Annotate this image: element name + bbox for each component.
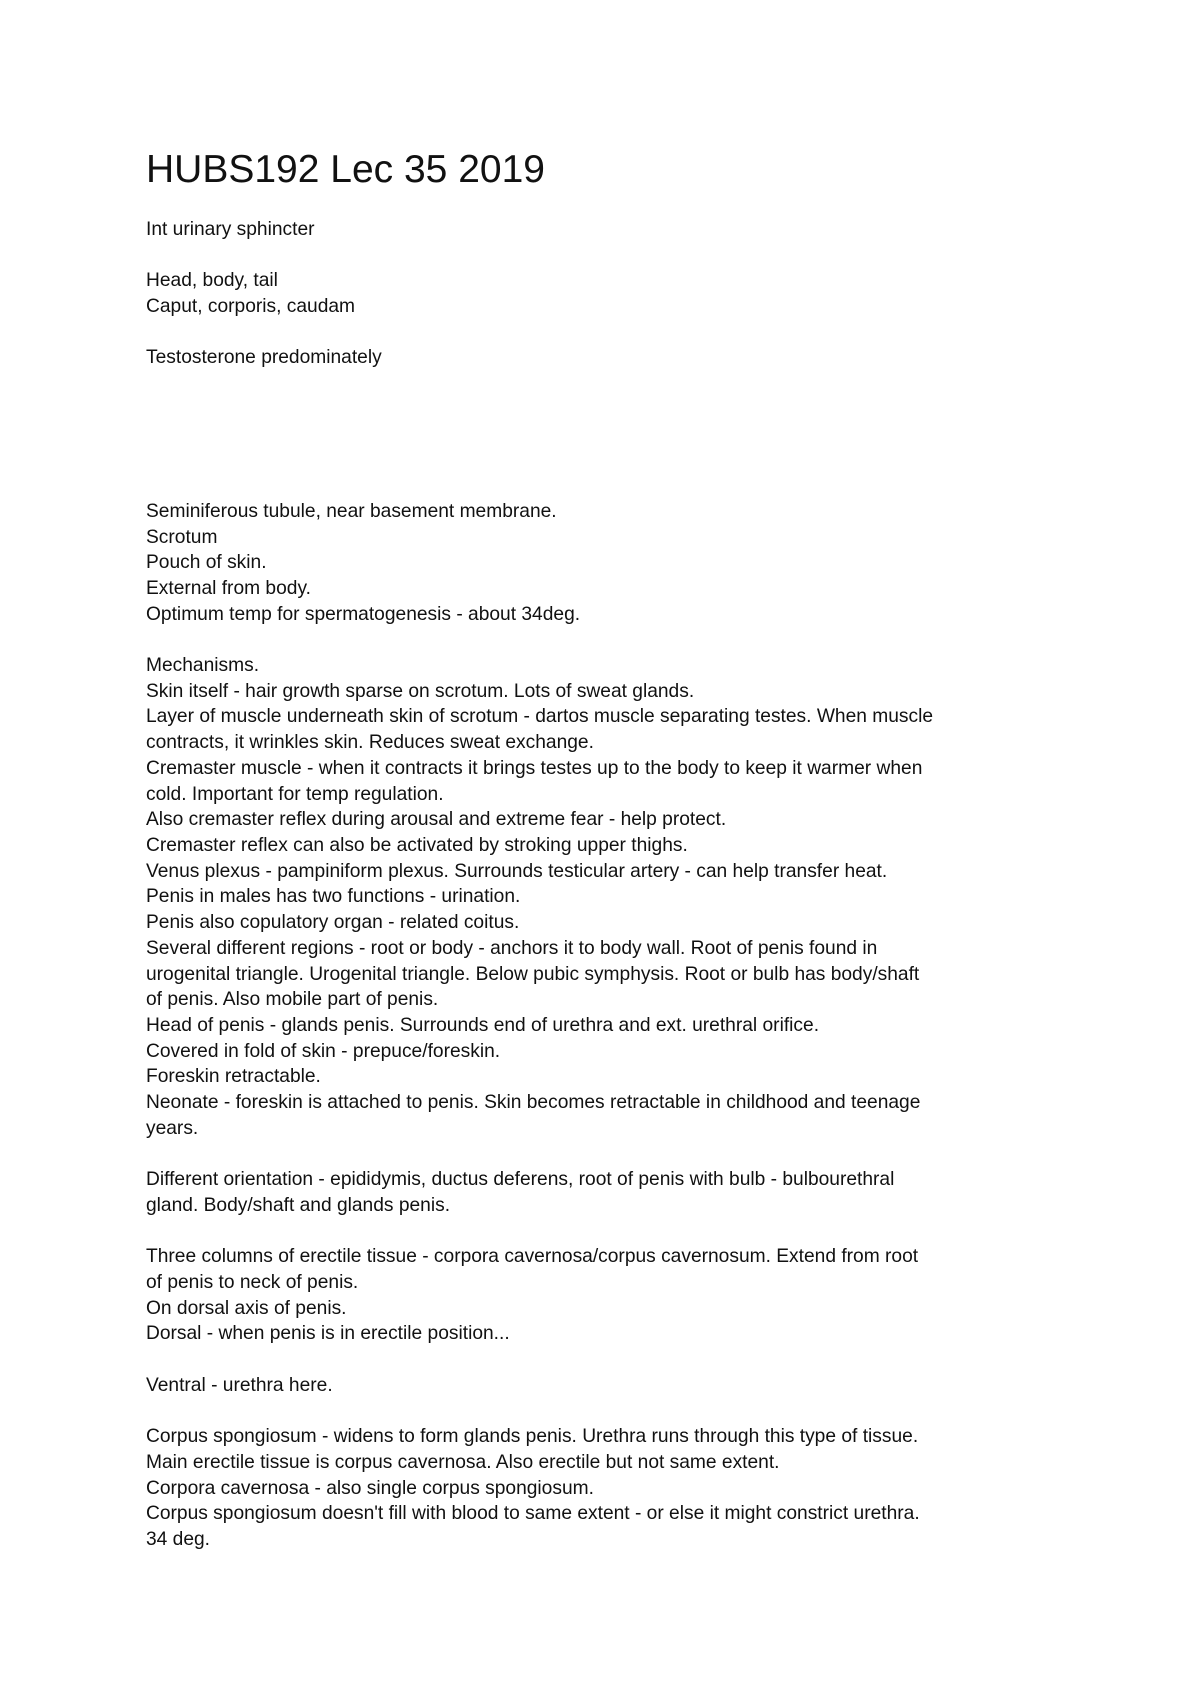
text-line: Penis also copulatory organ - related coitus. [146,912,520,934]
text-line: Scrotum [146,526,218,548]
text-line: Cremaster reflex can also be activated by stroking upper thighs. [146,835,688,856]
text-line: External from body. [146,577,311,599]
text-line: years. [146,1117,199,1139]
paragraph [146,1373,1086,1399]
text-line: Layer of muscle underneath skin of scrotum - dartos muscle separating testes. When muscle [146,706,934,728]
text-line: Main erectile tissue is corpus cavernosa. Also erectile but not same extent. [146,1451,780,1473]
text-line: Head, body, tail [146,270,278,292]
text-line: Dorsal - when penis is in erectile position... [146,1323,510,1345]
text-line: Int urinary sphincter [146,219,315,240]
text-line: Mechanisms. [146,655,260,677]
paragraph [146,1244,1086,1347]
text-line: Several different regions - root or body - anchors it to body wall. Root of penis found in [146,937,878,959]
text-line: Neonate - foreskin is attached to penis. Skin becomes retractable in childhood and teenage [146,1092,921,1114]
paragraph [146,217,1086,243]
paragraph [146,1424,1086,1553]
text-line: Three columns of erectile tissue - corpora cavernosa/corpus cavernosum. Extend from root [146,1246,919,1268]
text-line: Testosterone predominately [146,347,382,369]
text-line: Corpora cavernosa - also single corpus spongiosum. [146,1477,594,1499]
document-title: HUBS192 Lec 35 2019 [146,148,545,191]
paragraph [146,345,1086,371]
text-line: Ventral - urethra here. [146,1374,333,1396]
text-line: Penis in males has two functions - urination. [146,886,521,908]
blank-space [146,397,1086,499]
text-line: of penis to neck of penis. [146,1271,359,1293]
text-line: Caput, corporis, caudam [146,296,356,318]
text-line: Optimum temp for spermatogenesis - about 34deg. [146,603,581,625]
document-body [146,217,1086,1578]
text-line: On dorsal axis of penis. [146,1297,347,1319]
text-line: Skin itself - hair growth sparse on scrotum. Lots of sweat glands. [146,680,695,702]
text-line: urogenital triangle. Urogenital triangle. Below pubic symphysis. Root or bulb has body/shaft [146,963,920,985]
text-line: of penis. Also mobile part of penis. [146,989,439,1011]
text-line: 34 deg. [146,1528,211,1550]
text-line: Corpus spongiosum - widens to form glands penis. Urethra runs through this type of tissue. [146,1426,919,1448]
text-line: Cremaster muscle - when it contracts it brings testes up to the body to keep it warmer when [146,757,923,779]
text-line: gland. Body/shaft and glands penis. [146,1194,451,1216]
text-line: Covered in fold of skin - prepuce/foreskin. [146,1040,501,1062]
text-line: Seminiferous tubule, near basement membrane. [146,500,557,522]
text-line: contracts, it wrinkles skin. Reduces sweat exchange. [146,732,594,754]
paragraph [146,268,1086,319]
text-line: Foreskin retractable. [146,1066,321,1088]
text-line: cold. Important for temp regulation. [146,783,444,805]
paragraph [146,653,1086,1141]
text-line: Venus plexus - pampiniform plexus. Surrounds testicular artery - can help transfer heat. [146,860,888,882]
text-line: Also cremaster reflex during arousal and extreme fear - help protect. [146,809,727,831]
text-line: Corpus spongiosum doesn't fill with blood to same extent - or else it might constrict urethra. [146,1503,920,1525]
paragraph [146,1167,1086,1218]
paragraph [146,499,1086,628]
text-line: Different orientation - epididymis, ductus deferens, root of penis with bulb - bulbourethral [146,1169,895,1191]
text-line: Pouch of skin. [146,552,267,574]
text-line: Head of penis - glands penis. Surrounds end of urethra and ext. urethral orifice. [146,1014,820,1036]
